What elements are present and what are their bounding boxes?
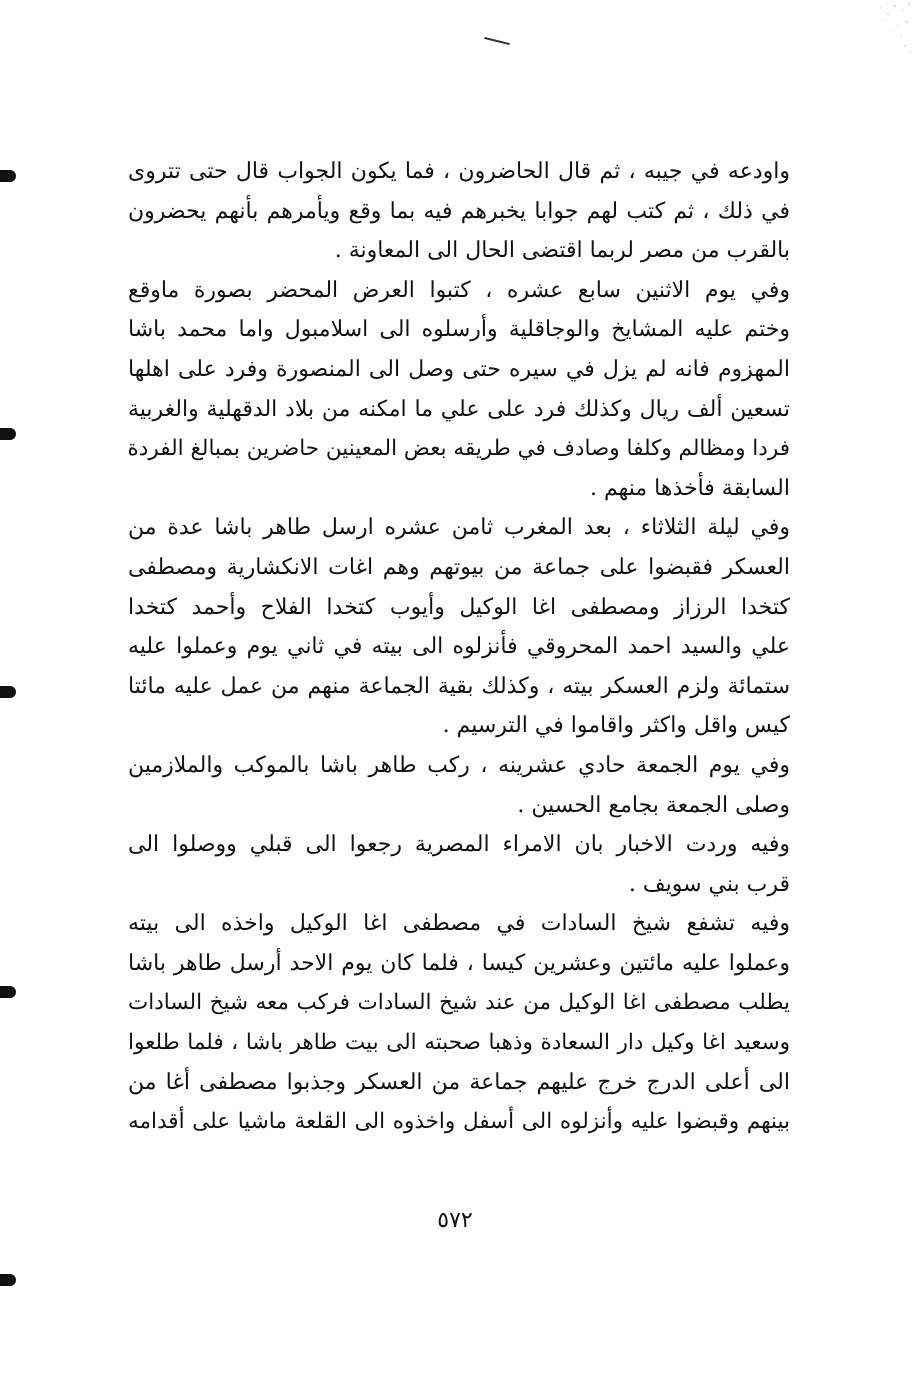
binding-mark xyxy=(0,686,16,698)
binding-mark xyxy=(0,986,16,998)
page-number: ٥٧٢ xyxy=(437,1208,473,1233)
text-line: يطلب مصطفى اغا الوكيل من عند شيخ السادات فركب معه شيخ السادات xyxy=(128,990,790,1016)
text-line: قرب بني سويف . xyxy=(628,871,790,897)
text-line: وفي يوم الجمعة حادي عشرينه ، ركب طاهر باشا بالموكب والملازمين xyxy=(128,752,790,778)
text-line: وصلى الجمعة بجامع الحسين . xyxy=(517,792,790,818)
text-line: المهزوم فانه لم يزل في سيره حتى وصل الى المنصورة وفرد على اهلها xyxy=(128,356,790,382)
text-line: وختم عليه المشايخ والوجاقلية وأرسلوه الى اسلامبول واما محمد باشا xyxy=(128,317,790,343)
text-line: وفيه تشفع شيخ السادات في مصطفى اغا الوكيل واخذه الى بيته xyxy=(128,911,790,937)
text-line: في ذلك ، ثم كتب لهم جوابا يخبرهم فيه بما وقع ويأمرهم بأنهم يحضرون xyxy=(128,198,790,224)
text-line: بالقرب من مصر لربما اقتضى الحال الى المعاونة . xyxy=(334,238,790,264)
text-line: بينهم وقبضوا عليه وأنزلوه الى أسفل واخذوه الى القلعة ماشيا على أقدامه xyxy=(128,1109,790,1135)
text-line: العسكر فقبضوا على جماعة من بيوتهم وهم اغات الانكشارية ومصطفى xyxy=(128,554,790,580)
text-line: وسعيد اغا وكيل دار السعادة وذهبا صحبته الى بيت طاهر باشا ، فلما طلعوا xyxy=(128,1030,790,1056)
text-line: الى أعلى الدرج خرج عليهم جماعة من العسكر وجذبوا مصطفى أغا من xyxy=(128,1069,790,1095)
binding-mark xyxy=(0,428,16,440)
text-line: وفي ليلة الثلاثاء ، بعد المغرب ثامن عشره ارسل طاهر باشا عدة من xyxy=(128,515,790,541)
text-line: السابقة فأخذها منهم . xyxy=(589,475,790,501)
text-line: واودعه في جيبه ، ثم قال الحاضرون ، فما يكون الجواب قال حتى تتروى xyxy=(128,159,790,184)
text-line: علي والسيد احمد المحروقي فأنزلوه الى بيته في ثاني يوم وعملوا عليه xyxy=(128,634,790,660)
corner-speckle-decoration xyxy=(843,0,913,60)
binding-mark xyxy=(0,170,16,182)
binding-mark xyxy=(0,1274,16,1286)
top-dash-mark xyxy=(484,37,510,45)
text-line: وفي يوم الاثنين سابع عشره ، كتبوا العرض المحضر بصورة ماوقع xyxy=(128,277,790,303)
text-line: تسعين ألف ريال وكذلك فرد على علي ما امكنه من بلاد الدقهلية والغربية xyxy=(128,396,790,422)
body-text xyxy=(128,152,790,1142)
text-line: ستمائة ولزم العسكر بيته ، وكذلك بقية الجماعة منهم من عمل عليه مائتا xyxy=(128,673,790,699)
text-line: وفيه وردت الاخبار بان الامراء المصرية رجعوا الى قبلي ووصلوا الى xyxy=(128,832,790,858)
text-line: فردا ومظالم وكلفا وصادف في طريقه بعض المعينين حاضرين بمبالغ الفردة xyxy=(128,436,790,462)
text-line: كتخدا الرزاز ومصطفى اغا الوكيل وأيوب كتخدا الفلاح وأحمد كتخدا xyxy=(128,594,790,620)
text-line: كيس واقل واكثر واقاموا في الترسيم . xyxy=(442,713,790,739)
text-line: وعملوا عليه مائتين وعشرين كيسا ، فلما كان يوم الاحد أرسل طاهر باشا xyxy=(128,950,790,976)
